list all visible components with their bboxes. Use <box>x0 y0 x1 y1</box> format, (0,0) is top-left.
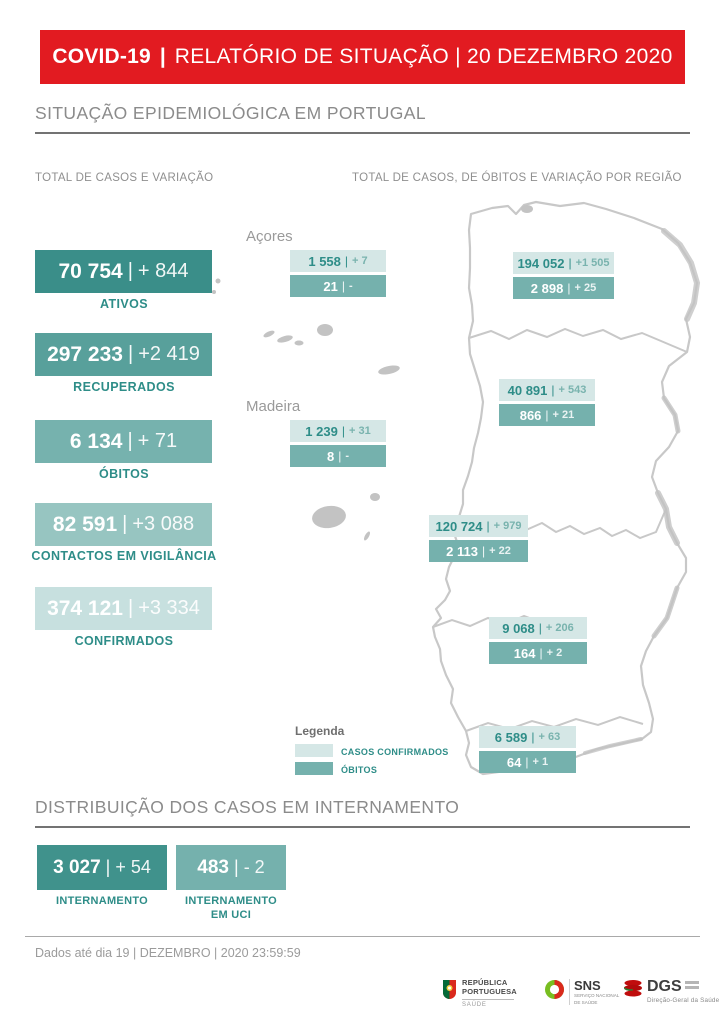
cases-delta: + 543 <box>558 384 587 396</box>
stat-label-ativos: ATIVOS <box>99 297 148 311</box>
cases-value: 1 239 <box>305 423 338 439</box>
acores-label: Açores <box>246 228 293 245</box>
dgs-wordmark: DGS <box>647 978 682 995</box>
cases-value: 194 052 <box>517 255 565 271</box>
dgs-mini-block <box>685 981 699 991</box>
republica-portuguesa-logo <box>442 979 517 1008</box>
cases-delta: + 979 <box>493 520 522 532</box>
deaths-value: 64 <box>506 754 522 770</box>
row-separator: | <box>539 646 543 660</box>
deaths-value: 866 <box>519 407 542 423</box>
stat-box-internamento <box>37 845 167 890</box>
stat-separator: | <box>127 597 134 619</box>
cases-delta: + 206 <box>545 622 574 634</box>
sns-sub1: SERVIÇO NACIONAL <box>574 993 620 998</box>
sns-ring-icon <box>544 979 565 1000</box>
cases-delta: +1 505 <box>575 257 610 269</box>
coast-blob <box>521 205 533 213</box>
stat-box-obitos <box>35 420 212 463</box>
row-separator: | <box>538 621 542 635</box>
row-separator: | <box>551 383 555 397</box>
madeira-cases-row <box>290 420 386 442</box>
cases-value: 6 589 <box>494 729 528 745</box>
banner-separator: | <box>159 45 166 68</box>
stat-delta: +2 419 <box>138 343 200 365</box>
stat-value: 483 <box>197 856 229 878</box>
stat-box-internamento-uci <box>176 845 286 890</box>
row-separator: | <box>568 256 572 270</box>
cases-delta: + 63 <box>538 731 561 743</box>
republica-sub: SAÚDE <box>462 999 514 1008</box>
stat-value: 82 591 <box>52 512 118 536</box>
row-separator: | <box>341 424 345 438</box>
cases-value: 120 724 <box>435 518 483 534</box>
alentejo-deaths-row <box>489 642 587 664</box>
stat-value: 374 121 <box>47 596 123 620</box>
stat-box-contactos <box>35 503 212 546</box>
row-separator: | <box>341 279 345 293</box>
stat-label-internamento: INTERNAMENTO <box>55 895 148 907</box>
deaths-value: 164 <box>513 645 536 661</box>
lvt-deaths-row <box>429 540 528 562</box>
row-separator: | <box>525 755 529 769</box>
deaths-delta: - <box>345 450 350 462</box>
cases-value: 9 068 <box>502 620 535 636</box>
madeira-deaths-row <box>290 445 386 467</box>
stat-separator: | <box>127 260 133 282</box>
dgs-discs-icon <box>623 979 643 998</box>
section-internment-title: DISTRIBUIÇÃO DOS CASOS EM INTERNAMENTO <box>35 797 460 817</box>
right-column-title: TOTAL DE CASOS, DE ÓBITOS E VARIAÇÃO POR REGIÃO <box>352 172 682 184</box>
deaths-value: 2 113 <box>446 543 478 559</box>
dgs-logo <box>623 979 719 1004</box>
cases-value: 1 558 <box>308 253 341 269</box>
norte-cases-row <box>513 252 614 274</box>
republica-shield-icon <box>442 979 457 1000</box>
madeira-island <box>311 493 380 541</box>
stat-delta: + 71 <box>137 430 178 452</box>
stat-separator: | <box>105 857 111 877</box>
report-title-banner <box>40 30 685 84</box>
legend-swatch-deaths <box>295 762 333 775</box>
legend-swatch-confirmed <box>295 744 333 757</box>
stat-separator: | <box>122 513 128 535</box>
row-separator: | <box>531 730 535 744</box>
deaths-delta: + 21 <box>552 409 575 421</box>
stat-label-obitos: ÓBITOS <box>98 467 150 481</box>
stat-delta: +3 334 <box>138 597 200 619</box>
section-epidemiology-title: SITUAÇÃO EPIDEMIOLÓGICA EM PORTUGAL <box>35 103 426 123</box>
republica-line2: PORTUGUESA <box>462 986 517 996</box>
deaths-value: 21 <box>323 278 338 294</box>
left-column-title: TOTAL DE CASOS E VARIAÇÃO <box>35 172 214 184</box>
deaths-delta: + 1 <box>532 756 549 768</box>
norte-deaths-row <box>513 277 614 299</box>
stat-value: 3 027 <box>53 856 101 878</box>
banner-title-strong: COVID-19 <box>52 45 151 68</box>
acores-deaths-row <box>290 275 386 297</box>
lvt-cases-row <box>429 515 528 537</box>
stat-label-recuperados: RECUPERADOS <box>73 380 175 394</box>
row-separator: | <box>338 449 342 463</box>
stat-value: 6 134 <box>69 429 123 453</box>
cases-delta: + 7 <box>352 255 368 267</box>
section-epidemiology-rule <box>35 132 690 134</box>
row-separator: | <box>481 544 486 558</box>
stat-box-recuperados <box>35 333 212 376</box>
sns-logo <box>544 979 619 1005</box>
stat-delta: + 54 <box>115 857 151 877</box>
stat-separator: | <box>127 430 133 452</box>
stat-value: 70 754 <box>58 259 123 283</box>
row-separator: | <box>545 408 549 422</box>
cases-delta: + 31 <box>348 425 371 437</box>
legend-label-confirmed: CASOS CONFIRMADOS <box>341 747 449 757</box>
legend-label-deaths: ÓBITOS <box>341 765 378 775</box>
stat-separator: | <box>127 343 134 365</box>
deaths-delta: + 2 <box>546 647 563 659</box>
deaths-delta: - <box>348 280 353 292</box>
deaths-delta: + 25 <box>574 282 597 294</box>
stat-label-confirmados: CONFIRMADOS <box>74 634 174 648</box>
algarve-deaths-row <box>479 751 576 773</box>
data-cutoff-note: Dados até dia 19 | DEZEMBRO | 2020 23:59:59 <box>35 946 301 960</box>
stat-delta: + 844 <box>137 260 189 282</box>
dgs-sub: Direção-Geral da Saúde <box>647 997 720 1004</box>
algarve-cases-row <box>479 726 576 748</box>
footer-rule <box>25 936 700 937</box>
row-separator: | <box>567 281 571 295</box>
centro-cases-row <box>499 379 595 401</box>
stat-box-confirmados <box>35 587 212 630</box>
row-separator: | <box>486 519 490 533</box>
deaths-value: 8 <box>326 448 335 464</box>
row-separator: | <box>344 254 349 268</box>
banner-title-rest: RELATÓRIO DE SITUAÇÃO | 20 DEZEMBRO 2020 <box>174 45 673 68</box>
stat-box-ativos <box>35 250 212 293</box>
stat-label-contactos: CONTACTOS EM VIGILÂNCIA <box>31 549 217 563</box>
stat-value: 297 233 <box>47 342 123 366</box>
sns-wordmark: SNS <box>574 978 601 993</box>
deaths-delta: + 22 <box>489 545 511 557</box>
stat-separator: | <box>234 857 239 877</box>
legend-title: Legenda <box>295 724 345 738</box>
stat-delta: - 2 <box>243 857 265 877</box>
cases-value: 40 891 <box>507 382 548 398</box>
deaths-value: 2 898 <box>530 280 564 296</box>
sns-sub2: DE SAÚDE <box>574 999 598 1005</box>
acores-cases-row <box>290 250 386 272</box>
madeira-label: Madeira <box>246 398 301 415</box>
stat-label-internamento-uci: INTERNAMENTO EM UCI <box>184 895 277 921</box>
republica-line1: REPÚBLICA <box>462 978 508 987</box>
centro-deaths-row <box>499 404 595 426</box>
section-internment-rule <box>35 826 690 828</box>
stat-delta: +3 088 <box>132 513 195 535</box>
alentejo-cases-row <box>489 617 587 639</box>
